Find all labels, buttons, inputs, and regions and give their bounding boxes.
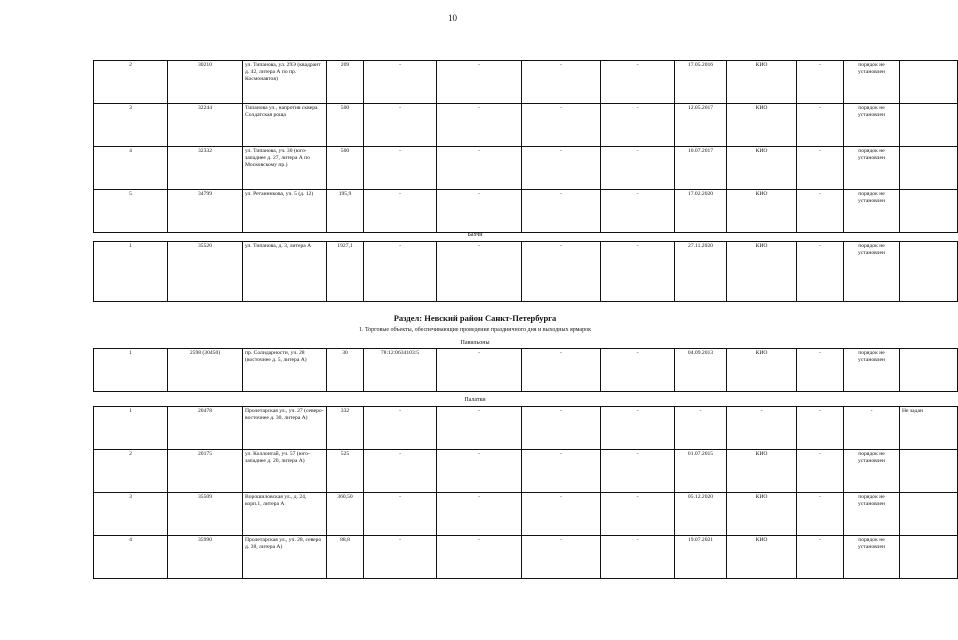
- table-cell: [900, 190, 958, 233]
- table-cell: 3: [94, 104, 168, 147]
- table-cell: -: [601, 493, 675, 536]
- table-cell: 35520: [168, 242, 243, 302]
- table-cell: 35990: [168, 536, 243, 579]
- table-cell: порядок не установлен: [844, 493, 900, 536]
- table-cell: 20478: [168, 407, 243, 450]
- table-cell: [900, 349, 958, 392]
- table-cell: ул. Ретаиннкова, уч. 5 (д. 12): [243, 190, 327, 233]
- table-cell: -: [522, 104, 601, 147]
- table-cell: -: [601, 147, 675, 190]
- table-cell: -: [364, 536, 437, 579]
- table-cell: КИО: [727, 242, 797, 302]
- table-cell: -: [437, 190, 522, 233]
- table-cell: Пролетарская ул., уч. 28, северо д. 38, литера А): [243, 536, 327, 579]
- table-cell: -: [675, 407, 727, 450]
- table-cell: -: [364, 493, 437, 536]
- table-caption-bakhchi: Бахчи: [467, 232, 483, 238]
- table-cell: КИО: [727, 104, 797, 147]
- table-cell: 2: [94, 61, 168, 104]
- table-cell: -: [601, 450, 675, 493]
- table-cell: -: [522, 450, 601, 493]
- table-cell: 332: [327, 407, 364, 450]
- table-cell: ул. Типанова, уч. 30 (юго-западнее д. 27, литера А по Московскому пр.): [243, 147, 327, 190]
- table-cell: 2: [94, 450, 168, 493]
- table-row: [94, 349, 958, 392]
- table-cell: -: [601, 536, 675, 579]
- table-cell: -: [601, 407, 675, 450]
- table-cell: -: [522, 147, 601, 190]
- data-table-block-2: [93, 241, 958, 302]
- table-cell: Типанова ул., напротив сквера Солдатская роща: [243, 104, 327, 147]
- table-row: [94, 450, 958, 493]
- table-cell: -: [364, 190, 437, 233]
- section-subtitle: 1. Торговые объекты, обеспечивающие проведение праздничного дня и выходных ярмарок: [358, 327, 592, 333]
- table-cell: 209: [327, 61, 364, 104]
- table-cell: 4: [94, 536, 168, 579]
- table-cell: 35509: [168, 493, 243, 536]
- table-cell: 2598 (30450): [168, 349, 243, 392]
- table-cell: -: [601, 349, 675, 392]
- table-cell: КИО: [727, 190, 797, 233]
- table-cell: 32332: [168, 147, 243, 190]
- table-cell: 30: [327, 349, 364, 392]
- table-cell: 1: [94, 407, 168, 450]
- table-cell: -: [797, 104, 844, 147]
- table-cell: порядок не установлен: [844, 349, 900, 392]
- table-cell: порядок не установлен: [844, 104, 900, 147]
- table-cell: [900, 61, 958, 104]
- table-cell: [900, 493, 958, 536]
- table-cell: -: [437, 242, 522, 302]
- table-cell: 5: [94, 190, 168, 233]
- table-cell: [900, 147, 958, 190]
- table-cell: -: [797, 536, 844, 579]
- table-cell: 05.12.2020: [675, 493, 727, 536]
- table-cell: Не задан: [900, 407, 958, 450]
- table-cell: 34799: [168, 190, 243, 233]
- table-cell: 195,9: [327, 190, 364, 233]
- table-cell: 1: [94, 349, 168, 392]
- table-cell: -: [364, 407, 437, 450]
- table-cell: -: [522, 407, 601, 450]
- table-caption-pavilions: Павильоны: [460, 340, 490, 346]
- table-cell: 30210: [168, 61, 243, 104]
- table-row: [94, 242, 958, 302]
- table-cell: КИО: [727, 493, 797, 536]
- table-cell: -: [844, 407, 900, 450]
- table-cell: порядок не установлен: [844, 450, 900, 493]
- table-cell: -: [727, 407, 797, 450]
- table-cell: 78:12:0634103:5: [364, 349, 437, 392]
- table-cell: ул. Коллонтай, уч. 57 (юго-западнее д. 20, литера А): [243, 450, 327, 493]
- table-cell: 01.07.2015: [675, 450, 727, 493]
- data-table-block-1: [93, 60, 958, 233]
- table-cell: -: [364, 61, 437, 104]
- table-cell: 19.07.2021: [675, 536, 727, 579]
- table-cell: -: [797, 242, 844, 302]
- table-row: [94, 104, 958, 147]
- table-cell: пр. Солидарности, уч. 28 (восточнее д. 5, литера А): [243, 349, 327, 392]
- table-row: [94, 61, 958, 104]
- table-cell: -: [364, 147, 437, 190]
- table-cell: Ворошиловская ул., д. 24, корп.1, литера А: [243, 493, 327, 536]
- table-cell: КИО: [727, 536, 797, 579]
- table-cell: 32244: [168, 104, 243, 147]
- table-cell: порядок не установлен: [844, 242, 900, 302]
- table-cell: -: [522, 190, 601, 233]
- table-cell: -: [797, 349, 844, 392]
- table-cell: -: [797, 493, 844, 536]
- table-cell: -: [522, 242, 601, 302]
- table-cell: -: [437, 493, 522, 536]
- table-cell: 1927,1: [327, 242, 364, 302]
- table-cell: КИО: [727, 450, 797, 493]
- table-cell: Пролетарская ул., уч. 27 (северо-восточнее д. 30, литера А): [243, 407, 327, 450]
- table-cell: -: [601, 190, 675, 233]
- table-caption-tents: Палатки: [464, 397, 486, 403]
- data-table-block-3: [93, 348, 958, 392]
- table-cell: [900, 104, 958, 147]
- table-cell: 27.11.2020: [675, 242, 727, 302]
- table-cell: 17.02.2020: [675, 190, 727, 233]
- table-cell: -: [797, 407, 844, 450]
- data-table-block-4: [93, 406, 958, 579]
- table-cell: -: [797, 450, 844, 493]
- table-cell: -: [601, 242, 675, 302]
- table-cell: 360,50: [327, 493, 364, 536]
- table-cell: КИО: [727, 61, 797, 104]
- table-row: [94, 190, 958, 233]
- table-cell: -: [522, 349, 601, 392]
- section-title: Раздел: Невский район Санкт-Петербурга: [393, 313, 557, 323]
- table-cell: -: [437, 407, 522, 450]
- table-cell: -: [601, 104, 675, 147]
- table-cell: -: [797, 61, 844, 104]
- table-cell: ул. Типанова, д. 3, литера А: [243, 242, 327, 302]
- table-cell: -: [437, 104, 522, 147]
- table-cell: ул. Типанова, ул. 29Э (квадрант д. 42, литера А по пр. Космонавтов): [243, 61, 327, 104]
- table-cell: -: [797, 147, 844, 190]
- table-cell: 4: [94, 147, 168, 190]
- table-cell: -: [437, 147, 522, 190]
- table-cell: -: [522, 61, 601, 104]
- table-cell: КИО: [727, 349, 797, 392]
- table-cell: 20175: [168, 450, 243, 493]
- table-cell: 3: [94, 493, 168, 536]
- table-cell: порядок не установлен: [844, 536, 900, 579]
- table-cell: -: [437, 349, 522, 392]
- table-cell: 12.05.2017: [675, 104, 727, 147]
- table-row: [94, 536, 958, 579]
- table-cell: -: [522, 536, 601, 579]
- page-number: 10: [448, 13, 457, 23]
- table-cell: 500: [327, 104, 364, 147]
- table-cell: -: [364, 242, 437, 302]
- table-cell: -: [797, 190, 844, 233]
- table-row: [94, 407, 958, 450]
- table-cell: 88,8: [327, 536, 364, 579]
- table-row: [94, 493, 958, 536]
- table-cell: 17.05.2016: [675, 61, 727, 104]
- table-cell: -: [601, 61, 675, 104]
- table-cell: порядок не установлен: [844, 61, 900, 104]
- table-cell: -: [522, 493, 601, 536]
- table-cell: 10.07.2017: [675, 147, 727, 190]
- table-cell: -: [364, 104, 437, 147]
- table-cell: порядок не установлен: [844, 190, 900, 233]
- table-cell: 500: [327, 147, 364, 190]
- table-row: [94, 147, 958, 190]
- table-cell: 04.09.2013: [675, 349, 727, 392]
- table-cell: порядок не установлен: [844, 147, 900, 190]
- table-cell: [900, 242, 958, 302]
- table-cell: 1: [94, 242, 168, 302]
- table-cell: [900, 450, 958, 493]
- table-cell: [900, 536, 958, 579]
- table-cell: -: [437, 450, 522, 493]
- table-cell: -: [437, 536, 522, 579]
- table-cell: -: [364, 450, 437, 493]
- table-cell: КИО: [727, 147, 797, 190]
- table-cell: -: [437, 61, 522, 104]
- table-cell: 525: [327, 450, 364, 493]
